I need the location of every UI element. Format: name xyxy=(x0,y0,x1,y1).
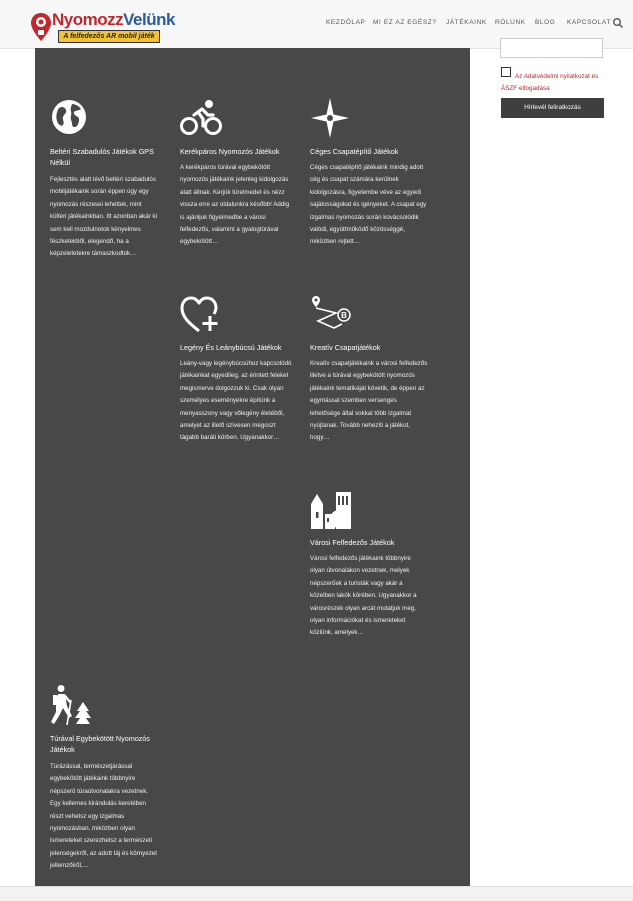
newsletter-email-input[interactable] xyxy=(500,38,603,58)
card-description: Túrázással, természetjárással egybekötött játékaink többnyire népszerű túraútvonalakra vezetnek. Egy kellemes kirándulás keretében részt vehetsz egy izgalmas nyomozásban, miközben olyan ismereteket szerezhetsz a természeti jelenségekről, az adott táj és környezet jellemzőiről,… xyxy=(50,763,157,870)
card-title[interactable]: Városi Felfedezős Játékok xyxy=(310,538,395,547)
card-description: Fejlesztés alatt lévő beltéri szabadulós mobiljátékaink során éppen úgy egy nyomozás részesei lehettek, mint kültéri játékainkban. Itt azonban akár ki sem kell mozdulnotok kényelmes fészketekből, elegendő, ha a képzeletetekre támaszkodtok… xyxy=(50,176,157,258)
card-title[interactable]: Kerékpáros Nyomozós Játékok xyxy=(180,147,280,156)
route-icon xyxy=(310,294,354,334)
card-description: A kerékpáros túrával egybekötött nyomozós játékaink jelenleg kidolgozás alatt állnak. Kérjük türelmedet és nézz vissza erre az oldalunkra később! Addig is ajánljuk figyelmedbe a városi felfedezős, valamint a gyalogtúrával egybekötött… xyxy=(180,164,290,246)
card-title[interactable]: Túrával Egybekötött Nyomozós Játékok xyxy=(50,734,150,754)
logo-wordmark xyxy=(52,10,175,30)
nav-item-rolunk[interactable]: RÓLUNK xyxy=(495,19,526,26)
card-description: Leány-vagy legénybúcsúhoz kapcsolódó játékainkat egyedileg, az érintett feleket megismerve dolgozzuk ki. Csak olyan személyes eseményekre építünk a menyasszony vagy vőlegény életéből, amelyet az illető szívesen megoszt tágabb baráti körben. Ugyanakkor… xyxy=(180,360,292,442)
city-icon xyxy=(309,490,353,530)
card-title[interactable]: Legény És Leánybúcsú Játékok xyxy=(180,343,282,352)
compass-star-icon xyxy=(310,97,350,139)
card-description: Céges csapatépítő játékaink mindig adott cég és csapat számára kerülnek kidolgozásra, figyelembe véve az egyedi sajátosságokat és igényeket. A csapat egy izgalmas nyomozás során kovácsolódik valódi, együttműködő közösséggé, miközben rejtett… xyxy=(310,164,427,246)
svg-text:B: B xyxy=(341,311,347,320)
location-pin-icon xyxy=(30,12,52,42)
card-description: Városi felfedezős játékaink többnyire olyan útvonalakon vezetnek, melyek népszerűek a turisták vagy akár a közelben lakók körében. Ugyanakkor a városrészek olyan arcát mutatjuk meg, olyan információkat és ismereteket közlünk, amelyek… xyxy=(310,555,417,637)
hiker-icon xyxy=(50,684,92,726)
heart-plus-icon xyxy=(179,295,223,335)
logo-wordmark-b: Velünk xyxy=(123,10,175,29)
card-title[interactable]: Céges Csapatépítő Játékok xyxy=(310,147,399,156)
card-title[interactable]: Beltéri Szabadulós Játékok GPS Nélkül xyxy=(50,147,154,167)
consent-text xyxy=(501,71,611,95)
logo-wordmark-a: Nyomozz xyxy=(52,10,124,29)
footer-bar xyxy=(0,886,633,901)
logo-tagline: A felfedezős AR mobil játék xyxy=(58,30,160,43)
nav-item-jatekaink[interactable]: JÁTÉKAINK xyxy=(446,19,487,26)
consent-label[interactable]: Az Adatvédelmi nyilatkozat és ÁSZF elfogadása xyxy=(501,73,599,92)
nav-item-blog[interactable]: BLOG xyxy=(535,19,556,26)
search-icon[interactable] xyxy=(612,17,624,29)
subscribe-button[interactable]: Hírlevél feliratkozás xyxy=(501,98,604,118)
globe-icon xyxy=(50,98,88,136)
cyclist-icon xyxy=(180,98,222,136)
nav-item-kezdolap[interactable]: KEZDŐLAP xyxy=(326,19,366,26)
card-title[interactable]: Kreatív Csapatjátékok xyxy=(310,343,381,352)
nav-item-mi-ez[interactable]: MI EZ AZ EGÉSZ? xyxy=(373,19,437,26)
card-description: Kreatív csapatjátékaink a városi felfedezős illetve a túrával egybekötött nyomozós játékaink tematikáját követik, de éppen az egymással szemben versengés lehetősége által sokkal több izgalmat nyújtanak. Tovább nehezíti a játékot, hogy… xyxy=(310,360,428,442)
site-logo[interactable] xyxy=(30,10,175,44)
nav-item-kapcsolat[interactable]: KAPCSOLAT xyxy=(567,19,611,26)
